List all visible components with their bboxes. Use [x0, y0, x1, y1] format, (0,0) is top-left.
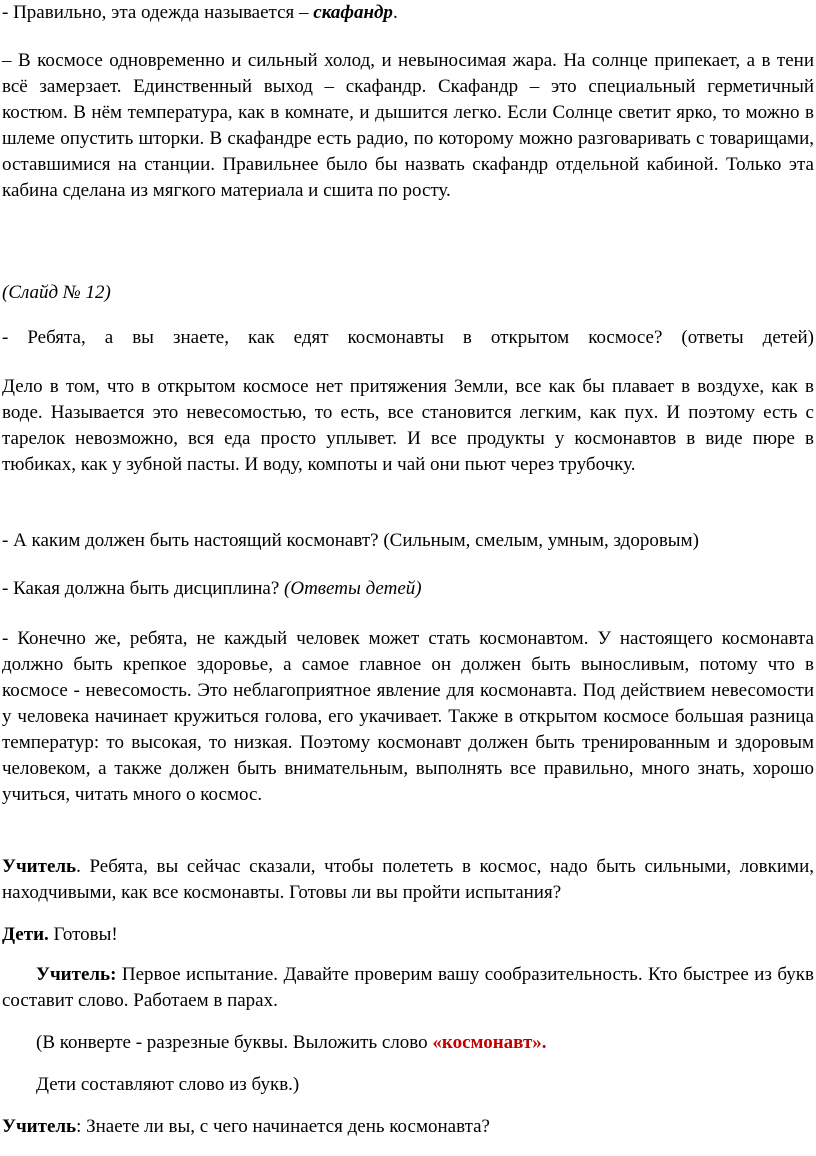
slide-label: (Слайд № 12) [2, 282, 111, 303]
paragraph-spacesuit-description: – В космосе одновременно и сильный холод, и невыносимая жара. На солнце припекает, а в тени всё замерзает. Единственный выход – скафандр. Скафандр – это специальный герметичный костюм. В нём температура, как в комнате, и дышится легко. Если Солнце светит ярко, то можно в шлеме опустить шторки. В скафандре есть радио, по которому можно разговаривать с товарищами, оставшимися на станции. Правильнее было бы назвать скафандр отдельной кабиной. Только эта кабина сделана из мягкого материала и сшита по росту. [2, 50, 814, 201]
paragraph-first-test: Учитель: Первое испытание. Давайте проверим вашу сообразительность. Кто быстрее из букв составит слово. Работаем в парах. [2, 964, 814, 1011]
paragraph-question-discipline: - Какая должна быть дисциплина? (Ответы детей) [2, 578, 422, 599]
paragraph-teacher-ready: Учитель. Ребята, вы сейчас сказали, чтобы полететь в космос, надо быть сильными, ловкими, находчивыми, как все космонавты. Готовы ли вы пройти испытания? [2, 856, 814, 903]
paragraph-children-ready: Дети. Готовы! [2, 924, 118, 945]
paragraph-question-eating: - Ребята, а вы знаете, как едят космонавты в открытом космосе? (ответы детей) [2, 327, 814, 348]
paragraph-cosmonaut-health: - Конечно же, ребята, не каждый человек может стать космонавтом. У настоящего космонавта должно быть крепкое здоровье, а самое главное он должен быть выносливым, потому что в космосе - невесомость. Это неблагоприятное явление для космонавта. Под действием невесомости у человека начинает кружиться голова, его укачивает. Также в открытом космосе большая разница температур: то высокая, то низкая. Поэтому космонавт должен быть тренированным и здоровым человеком, а также должен быть внимательным, выполнять все правильно, много знать, хорошо учиться, читать много о космос. [2, 628, 814, 805]
paragraph-envelope-instruction: (В конверте - разрезные буквы. Выложить слово «космонавт». [36, 1032, 547, 1053]
paragraph-children-compose: Дети составляют слово из букв.) [36, 1074, 300, 1095]
paragraph-spacesuit-intro: - Правильно, эта одежда называется – скафандр. [2, 2, 398, 23]
paragraph-question-qualities: - А каким должен быть настоящий космонавт? (Сильным, смелым, умным, здоровым) [2, 530, 699, 551]
paragraph-teacher-question-day: Учитель: Знаете ли вы, с чего начинается день космонавта? [2, 1116, 490, 1137]
paragraph-weightlessness: Дело в том, что в открытом космосе нет притяжения Земли, все как бы плавает в воздухе, как в воде. Называется это невесомостью, то есть, все становится легким, как пух. И поэтому есть с тарелок невозможно, вся еда просто уплывет. И все продукты у космонавтов в виде пюре в тюбиках, как у зубной пасты. И воду, компоты и чай они пьют через трубочку. [2, 376, 814, 475]
